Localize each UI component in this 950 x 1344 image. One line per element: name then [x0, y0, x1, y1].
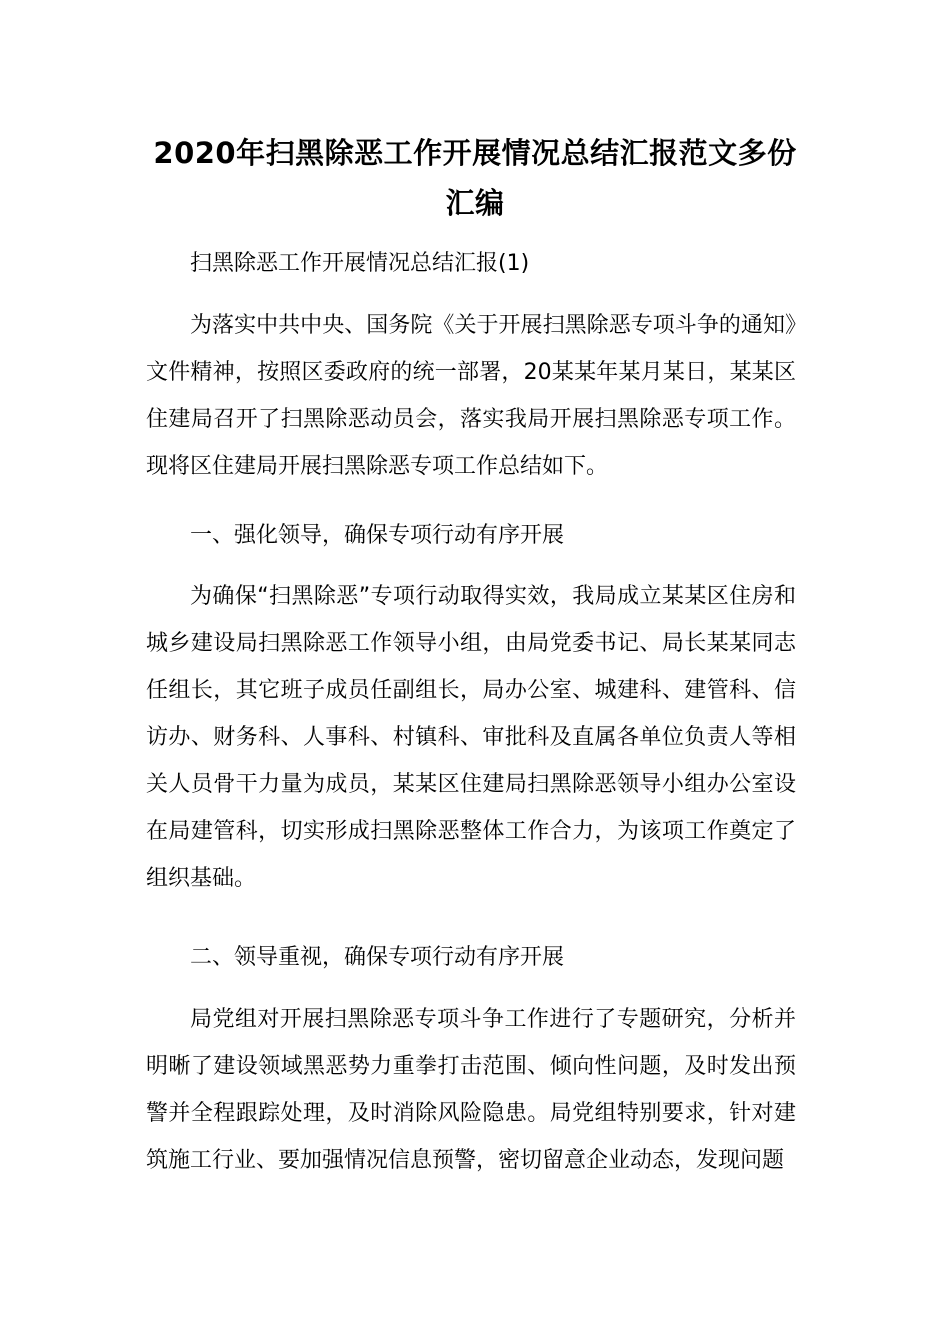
heading-section-2: 二、领导重视，确保专项行动有序开展 — [190, 945, 565, 970]
heading-section-1: 一、强化领导，确保专项行动有序开展 — [190, 523, 565, 548]
section-subtitle: 扫黑除恶工作开展情况总结汇报(1) — [190, 251, 530, 276]
document-title: 2020年扫黑除恶工作开展情况总结汇报范文多份汇编 — [153, 136, 797, 220]
paragraph-section-2: 局党组对开展扫黑除恶专项斗争工作进行了专题研究，分析并明晰了建设领域黑恶势力重拳打击范围、倾向性问题，及时发出预警并全程跟踪处理，及时消除风险隐患。局党组特别要求，针对建筑施工行业、要加强情况信息预警，密切留意企业动态，发现问题 — [146, 1007, 796, 1173]
paragraph-section-1: 为确保“扫黑除恶”专项行动取得实效，我局成立某某区住房和城乡建设局扫黑除恶工作领导小组，由局党委书记、局长某某同志任组长，其它班子成员任副组长，局办公室、城建科、建管科、信访办、财务科、人事科、村镇科、审批科及直属各单位负责人等相关人员骨干力量为成员，某某区住建局扫黑除恶领导小组办公室设在局建管科，切实形成扫黑除恶整体工作合力，为该项工作奠定了组织基础。 — [146, 584, 796, 891]
paragraph-intro: 为落实中共中央、国务院《关于开展扫黑除恶专项斗争的通知》文件精神，按照区委政府的统一部署，20某某年某月某日，某某区住建局召开了扫黑除恶动员会，落实我局开展扫黑除恶专项工作。现将区住建局开展扫黑除恶专项工作总结如下。 — [146, 313, 796, 479]
